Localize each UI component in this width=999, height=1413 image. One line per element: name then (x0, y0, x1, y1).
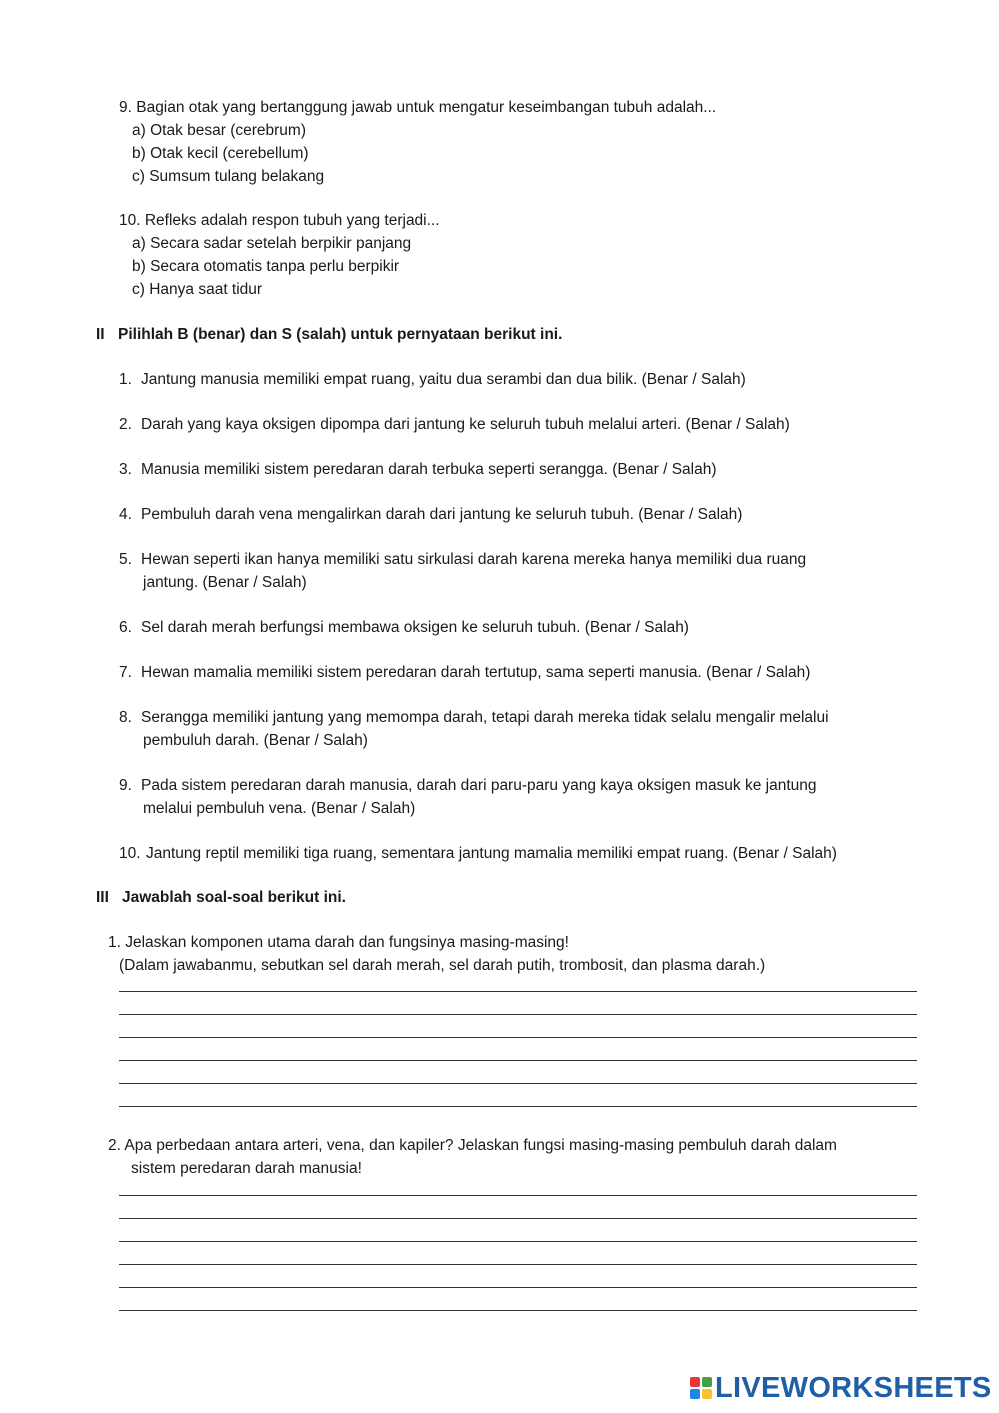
mc-question-9: 9. Bagian otak yang bertanggung jawab untuk mengatur keseimbangan tubuh adalah... (119, 99, 717, 116)
answer-line[interactable] (119, 1014, 917, 1015)
tf-statement: Sel darah merah berfungsi membawa oksigen ke seluruh tubuh. (Benar / Salah) (141, 619, 689, 636)
tf-item-number: 3. (119, 461, 132, 478)
tf-statement-cont: jantung. (Benar / Salah) (143, 574, 307, 591)
tf-statement-cont: melalui pembuluh vena. (Benar / Salah) (143, 800, 416, 817)
tf-statement: Hewan seperti ikan hanya memiliki satu sirkulasi darah karena mereka hanya memiliki dua ruang (141, 551, 807, 568)
essay-question-2: 2. Apa perbedaan antara arteri, vena, dan kapiler? Jelaskan fungsi masing-masing pembuluh darah dalam (108, 1137, 837, 1154)
section-2-heading: Pilihlah B (benar) dan S (salah) untuk pernyataan berikut ini. (118, 326, 563, 343)
tf-item-number: 5. (119, 551, 132, 568)
tf-statement: Darah yang kaya oksigen dipompa dari jantung ke seluruh tubuh melalui arteri. (Benar / Salah) (141, 416, 790, 433)
tf-item-number: 6. (119, 619, 132, 636)
tf-statement-cont: pembuluh darah. (Benar / Salah) (143, 732, 368, 749)
mc-option[interactable]: c) Sumsum tulang belakang (132, 168, 325, 185)
tf-statement: Pada sistem peredaran darah manusia, darah dari paru-paru yang kaya oksigen masuk ke jantung (141, 777, 817, 794)
logo-square (702, 1389, 712, 1399)
essay-question-1: 1. Jelaskan komponen utama darah dan fungsinya masing-masing! (108, 934, 569, 951)
liveworksheets-logo (690, 1373, 992, 1403)
answer-line[interactable] (119, 991, 917, 992)
tf-statement: Manusia memiliki sistem peredaran darah terbuka seperti serangga. (Benar / Salah) (141, 461, 717, 478)
mc-option[interactable]: c) Hanya saat tidur (132, 281, 263, 298)
answer-line[interactable] (119, 1083, 917, 1084)
logo-square (690, 1377, 700, 1387)
answer-line[interactable] (119, 1264, 917, 1265)
answer-line[interactable] (119, 1195, 917, 1196)
mc-option[interactable]: a) Secara sadar setelah berpikir panjang (132, 235, 412, 252)
section-2-numeral: II (96, 326, 105, 343)
tf-statement: Jantung manusia memiliki empat ruang, yaitu dua serambi dan dua bilik. (Benar / Salah) (141, 371, 746, 388)
tf-statement: Hewan mamalia memiliki sistem peredaran darah tertutup, sama seperti manusia. (Benar / Salah) (141, 664, 811, 681)
mc-question-10: 10. Refleks adalah respon tubuh yang terjadi... (119, 212, 440, 229)
mc-option[interactable]: b) Otak kecil (cerebellum) (132, 145, 309, 162)
answer-line[interactable] (119, 1241, 917, 1242)
tf-item-number: 9. (119, 777, 132, 794)
essay-question-2-cont: sistem peredaran darah manusia! (131, 1160, 362, 1177)
tf-statement: Pembuluh darah vena mengalirkan darah dari jantung ke seluruh tubuh. (Benar / Salah) (141, 506, 743, 523)
logo-grid-icon (690, 1377, 712, 1399)
answer-line[interactable] (119, 1037, 917, 1038)
tf-statement: Jantung reptil memiliki tiga ruang, sementara jantung mamalia memiliki empat ruang. (Benar / Salah) (146, 845, 837, 862)
answer-line[interactable] (119, 1106, 917, 1107)
essay-question-1-hint: (Dalam jawabanmu, sebutkan sel darah merah, sel darah putih, trombosit, dan plasma darah.) (119, 957, 766, 974)
tf-item-number: 10. (119, 845, 141, 862)
tf-item-number: 7. (119, 664, 132, 681)
logo-text: LIVEWORKSHEETS (715, 1372, 992, 1404)
answer-line[interactable] (119, 1218, 917, 1219)
mc-option[interactable]: b) Secara otomatis tanpa perlu berpikir (132, 258, 400, 275)
mc-option[interactable]: a) Otak besar (cerebrum) (132, 122, 306, 139)
tf-item-number: 1. (119, 371, 132, 388)
logo-square (690, 1389, 700, 1399)
answer-line[interactable] (119, 1310, 917, 1311)
answer-line[interactable] (119, 1060, 917, 1061)
section-3-heading: Jawablah soal-soal berikut ini. (122, 889, 346, 906)
answer-line[interactable] (119, 1287, 917, 1288)
tf-item-number: 4. (119, 506, 132, 523)
section-3-numeral: III (96, 889, 109, 906)
tf-item-number: 2. (119, 416, 132, 433)
tf-item-number: 8. (119, 709, 132, 726)
tf-statement: Serangga memiliki jantung yang memompa darah, tetapi darah mereka tidak selalu mengalir melalui (141, 709, 829, 726)
logo-square (702, 1377, 712, 1387)
